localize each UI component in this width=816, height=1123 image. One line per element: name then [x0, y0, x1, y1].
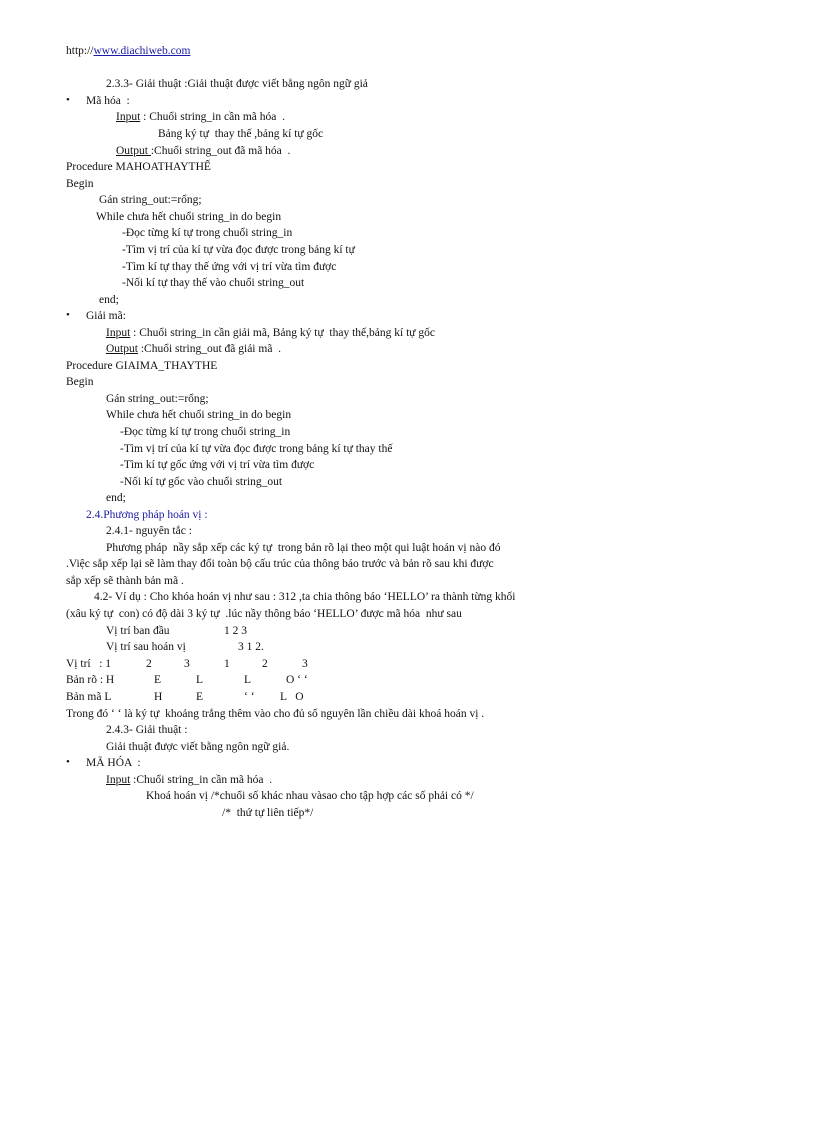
- output-label: Output: [106, 343, 138, 355]
- dec-output: [106, 342, 281, 356]
- cipher-cell: L O: [280, 691, 304, 703]
- example-line: (xâu ký tự con) có độ dài 3 ký tự .lúc nầy thông báo ‘HELLO’ được mã hóa như sau: [66, 608, 462, 620]
- paragraph-line: .Việc sắp xếp lại sẽ làm thay đổi toàn bộ cấu trúc của thông báo trước và bản rõ sau khi được: [66, 558, 494, 570]
- cipher-cell: E: [196, 691, 204, 703]
- enc-step: -Đọc từng kí tự trong chuổi string_in: [122, 227, 293, 239]
- enc-while: While chưa hết chuổi string_in do begin: [96, 211, 282, 223]
- output-label: Output: [116, 145, 151, 157]
- pos-cell: 3: [302, 658, 308, 670]
- plain-cell: O ‘ ‘: [286, 674, 308, 686]
- header-url: [66, 44, 190, 58]
- website-link[interactable]: www.diachiweb.com: [93, 45, 191, 57]
- output-text: :Chuổi string_out đã giải mã .: [137, 343, 282, 355]
- enc2-title: MÃ HÓA :: [86, 757, 141, 769]
- dec-while: While chưa hết chuổi string_in do begin: [106, 409, 292, 421]
- dec-step: -Tìm vị trí của kí tự vừa đọc được trong bảng kí tự thay thế: [120, 443, 393, 455]
- pos-cell: 2: [146, 658, 152, 670]
- enc-step: -Nối kí tự thay thế vào chuổi string_out: [122, 277, 305, 289]
- pos-cell: 3: [184, 658, 190, 670]
- dec-begin: Begin: [66, 376, 94, 388]
- pos-after-value: 3 1 2.: [238, 641, 264, 653]
- enc-begin: Begin: [66, 178, 94, 190]
- plain-row-label: Bản rõ : H: [66, 674, 115, 686]
- pos-row-label: Vị trí : 1: [66, 658, 112, 670]
- section-2-4-3: 2.4.3- Giải thuật :: [106, 724, 188, 736]
- cipher-row-label: Bản mã L: [66, 691, 112, 703]
- enc-output: [116, 144, 290, 158]
- enc-input: [116, 110, 285, 124]
- cipher-cell: H: [154, 691, 163, 703]
- output-text: :Chuổi string_out đã mã hóa .: [150, 145, 291, 157]
- pos-start-value: 1 2 3: [224, 625, 247, 637]
- enc2-key-line2: /* thứ tự liên tiếp*/: [222, 807, 314, 819]
- plain-cell: L: [244, 674, 252, 686]
- dec-step: -Nối kí tự gốc vào chuổi string_out: [120, 476, 283, 488]
- pos-after-label: Vị trí sau hoán vị: [106, 641, 186, 653]
- input-label: Input: [106, 774, 131, 786]
- dec-title: Giải mã:: [86, 310, 126, 322]
- section-2-4-heading: 2.4.Phương pháp hoán vị :: [86, 509, 208, 521]
- plain-cell: E: [154, 674, 162, 686]
- note-line: Trong đó ‘ ‘ là ký tự khoảng trắng thêm vào cho đủ số nguyên lần chiều dài khoá hoán vị .: [66, 708, 485, 720]
- enc-step: -Tìm kí tự thay thế ứng với vị trí vừa tìm được: [122, 261, 337, 273]
- bullet-icon: •: [66, 756, 70, 768]
- section-2-4-3-text: Giải thuật được viết bằng ngôn ngữ giả.: [106, 741, 290, 753]
- dec-end: end;: [106, 492, 126, 504]
- enc-assign: Gán string_out:=rổng;: [99, 194, 202, 206]
- url-prefix: http://: [66, 45, 94, 57]
- enc-step: -Tìm vị trí của kí tự vừa đọc được trong bảng kí tự: [122, 244, 355, 256]
- example-line: 4.2- Ví dụ : Cho khóa hoán vị như sau : 312 ,ta chia thông báo ‘HELLO’ ra thành từng khối: [94, 591, 516, 603]
- pos-cell: 1: [224, 658, 230, 670]
- dec-assign: Gán string_out:=rổng;: [106, 393, 209, 405]
- enc-title: Mã hóa :: [86, 95, 130, 107]
- cipher-cell: ‘ ‘: [244, 691, 255, 703]
- input-label: Input: [116, 111, 141, 123]
- input-text: :Chuổi string_in cần mã hóa .: [130, 774, 273, 786]
- input-text: : Chuổi string_in cần mã hóa .: [140, 111, 285, 123]
- paragraph-line: Phương pháp nầy sắp xếp các ký tự trong bản rõ lại theo một qui luật hoán vị nào đó: [106, 542, 501, 554]
- enc2-input: [106, 773, 272, 787]
- enc2-key-line: Khoá hoán vị /*chuổi số khác nhau vàsao cho tập hợp các số phải có */: [146, 790, 474, 802]
- pos-start-label: Vị trí ban đầu: [106, 625, 170, 637]
- section-2-3-3: 2.3.3- Giải thuật :Giải thuật được viết bằng ngôn ngữ giả: [106, 78, 368, 90]
- paragraph-line: sắp xếp sẽ thành bản mã .: [66, 575, 184, 587]
- bullet-icon: •: [66, 309, 70, 321]
- enc-end: end;: [99, 294, 119, 306]
- section-2-4-1: 2.4.1- nguyên tắc :: [106, 525, 192, 537]
- dec-step: -Đọc từng kí tự trong chuổi string_in: [120, 426, 291, 438]
- enc-table: Bảng ký tự thay thế ,bảng kí tự gốc: [158, 128, 324, 140]
- input-text: : Chuổi string_in cần giải mã, Bảng ký tự thay thế,bảng kí tự gốc: [130, 327, 435, 339]
- pos-cell: 2: [262, 658, 268, 670]
- input-label: Input: [106, 327, 131, 339]
- dec-step: -Tìm kí tự gốc ứng với vị trí vừa tìm được: [120, 459, 315, 471]
- dec-proc: Procedure GIAIMA_THAYTHE: [66, 360, 218, 372]
- bullet-icon: •: [66, 94, 70, 106]
- plain-cell: L: [196, 674, 204, 686]
- dec-input: [106, 326, 435, 340]
- enc-proc: Procedure MAHOATHAYTHẾ: [66, 161, 211, 173]
